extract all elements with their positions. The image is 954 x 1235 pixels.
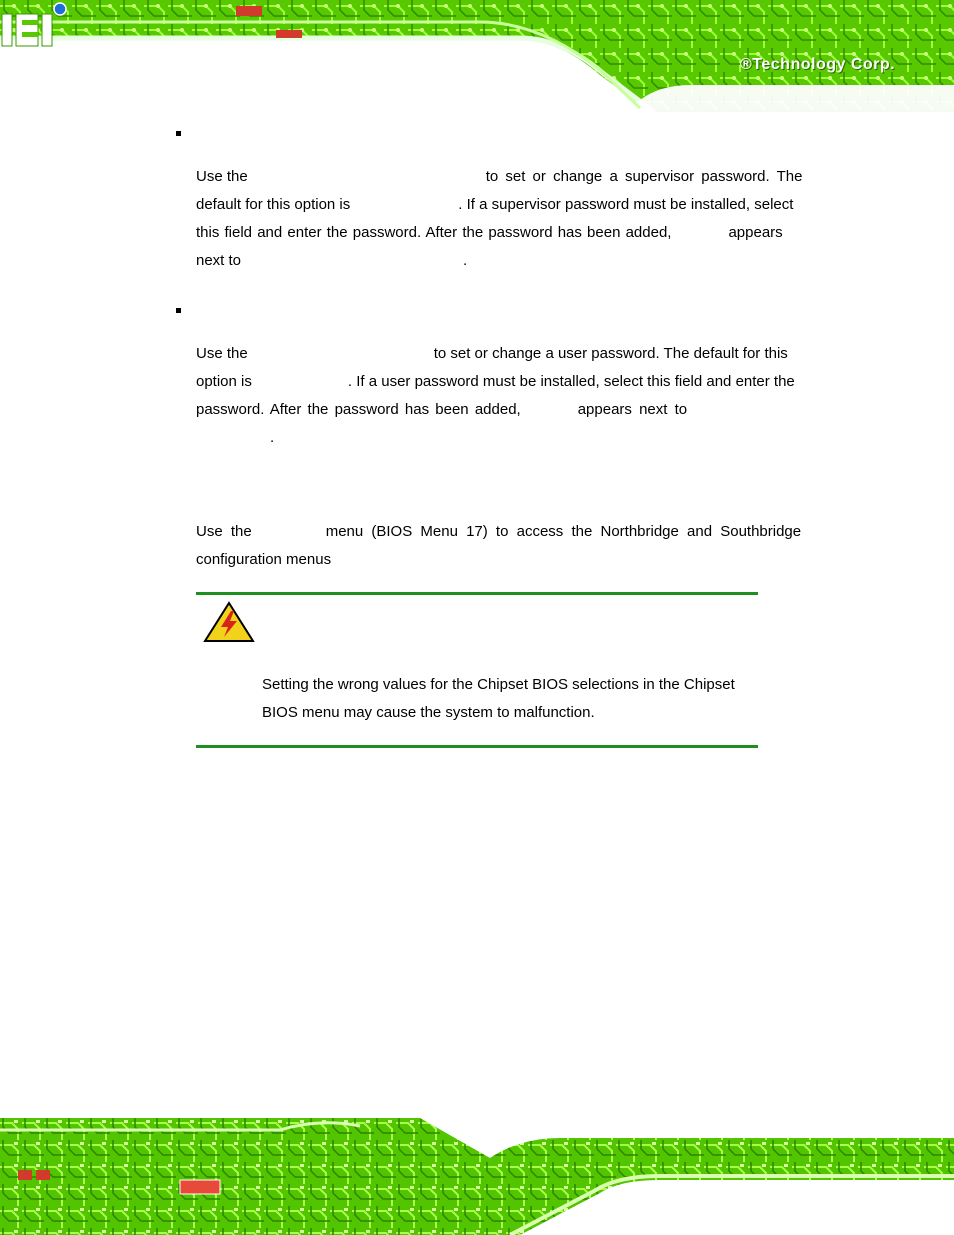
paragraph-chipset — [196, 518, 814, 574]
text-line — [196, 518, 814, 546]
text-segment: menu (BIOS Menu 17) to access the Northbridge and Southbridge — [325, 523, 802, 540]
text-segment: option is — [196, 373, 252, 390]
bullet-user-password — [176, 308, 181, 313]
text-segment: . — [463, 252, 468, 269]
text-segment: Use the — [196, 168, 248, 185]
paragraph-supervisor-password — [196, 163, 814, 275]
text-segment: configuration menus — [196, 551, 332, 568]
text-line — [196, 163, 814, 191]
paragraph-user-password — [196, 340, 814, 452]
text-segment: . If a user password must be installed, select this field and enter the — [347, 373, 795, 390]
text-segment: . — [270, 429, 275, 446]
brand-text: ®Technology Corp. — [740, 56, 896, 73]
text-segment: Use the — [196, 523, 252, 540]
bullet-supervisor-password — [176, 131, 181, 136]
warning-line: BIOS menu may cause the system to malfunction. — [262, 704, 595, 721]
warning-top-rule — [196, 592, 758, 595]
text-segment: to set or change a user password. The default for this — [433, 345, 788, 362]
text-line — [196, 191, 814, 219]
warning-line: Setting the wrong values for the Chipset BIOS selections in the Chipset — [262, 676, 735, 693]
header-banner — [0, 0, 954, 112]
text-line — [196, 247, 814, 275]
text-segment: to set or change a supervisor password. The — [485, 168, 803, 185]
text-segment: appears — [728, 224, 783, 241]
text-line — [196, 396, 814, 424]
text-segment: this field and enter the password. After the password has been added, — [196, 224, 672, 241]
text-segment: default for this option is — [196, 196, 351, 213]
warning-text — [262, 671, 762, 727]
iei-logo-icon — [0, 0, 70, 52]
text-segment: Use the — [196, 345, 248, 362]
footer-banner — [0, 1118, 954, 1235]
text-line — [196, 546, 814, 574]
text-segment: appears next to — [577, 401, 688, 418]
text-line — [196, 368, 814, 396]
warning-bottom-rule — [196, 745, 758, 748]
text-segment: password. After the password has been added, — [196, 401, 521, 418]
circuit-board-footer-graphic — [0, 1118, 954, 1235]
text-segment: . If a supervisor password must be installed, select — [458, 196, 794, 213]
text-line — [196, 340, 814, 368]
text-line — [196, 219, 814, 247]
text-line — [196, 424, 814, 452]
warning-triangle-icon — [203, 601, 255, 643]
text-segment: next to — [196, 252, 242, 269]
